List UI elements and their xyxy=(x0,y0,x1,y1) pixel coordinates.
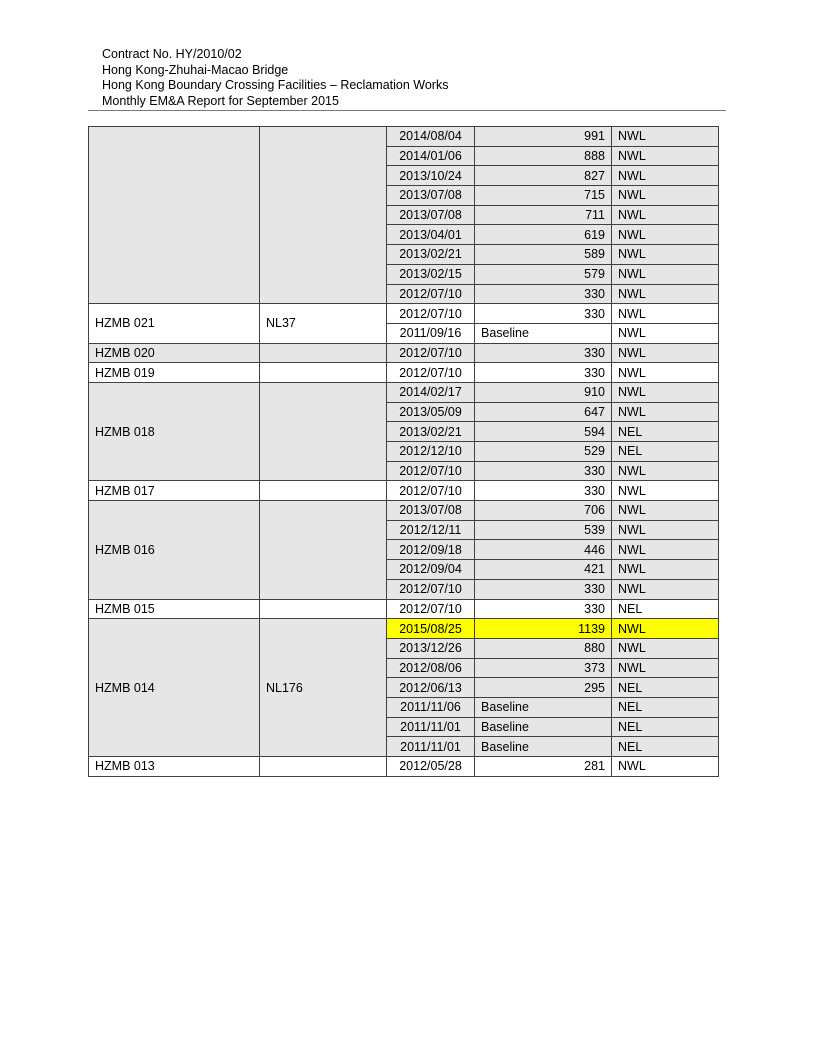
date-cell: 2012/06/13 xyxy=(387,678,475,698)
date-cell: 2013/05/09 xyxy=(387,402,475,422)
date-cell: 2014/08/04 xyxy=(387,127,475,147)
table-row xyxy=(89,599,719,619)
value-cell: 589 xyxy=(475,245,612,265)
value-cell: 330 xyxy=(475,481,612,501)
location-code-cell: NWL xyxy=(612,658,719,678)
location-code-cell: NEL xyxy=(612,717,719,737)
date-cell: 2011/11/06 xyxy=(387,697,475,717)
value-cell: 330 xyxy=(475,579,612,599)
location-code-cell: NWL xyxy=(612,757,719,777)
date-cell: 2012/07/10 xyxy=(387,363,475,383)
page-header xyxy=(102,47,726,109)
value-cell: 446 xyxy=(475,540,612,560)
date-cell: 2012/07/10 xyxy=(387,481,475,501)
location-code-cell: NWL xyxy=(612,245,719,265)
value-cell: 579 xyxy=(475,264,612,284)
location-code-cell: NWL xyxy=(612,540,719,560)
value-cell: 991 xyxy=(475,127,612,147)
baseline-cell: Baseline xyxy=(475,717,612,737)
value-cell: 715 xyxy=(475,186,612,206)
station-id-cell: HZMB 021 xyxy=(89,304,260,343)
value-cell: 888 xyxy=(475,146,612,166)
baseline-cell: Baseline xyxy=(475,697,612,717)
value-cell: 295 xyxy=(475,678,612,698)
location-code-cell: NWL xyxy=(612,579,719,599)
value-cell: 619 xyxy=(475,225,612,245)
reference-cell xyxy=(260,481,387,501)
value-cell: 647 xyxy=(475,402,612,422)
reference-cell: NL176 xyxy=(260,619,387,757)
location-code-cell: NWL xyxy=(612,481,719,501)
facility-name: Hong Kong Boundary Crossing Facilities – Reclamation Works xyxy=(102,78,449,92)
date-cell: 2011/11/01 xyxy=(387,737,475,757)
location-code-cell: NWL xyxy=(612,520,719,540)
station-id-cell: HZMB 018 xyxy=(89,382,260,480)
table-row xyxy=(89,304,719,324)
header-divider xyxy=(88,110,726,111)
date-cell: 2013/02/21 xyxy=(387,245,475,265)
reference-cell xyxy=(260,382,387,480)
date-cell: 2012/08/06 xyxy=(387,658,475,678)
contract-number: Contract No. HY/2010/02 xyxy=(102,47,242,61)
date-cell: 2012/07/10 xyxy=(387,599,475,619)
value-cell: 330 xyxy=(475,363,612,383)
value-cell: 421 xyxy=(475,560,612,580)
date-cell: 2012/05/28 xyxy=(387,757,475,777)
station-id-cell: HZMB 016 xyxy=(89,501,260,599)
location-code-cell: NWL xyxy=(612,284,719,304)
reference-cell xyxy=(260,501,387,599)
date-cell: 2014/02/17 xyxy=(387,382,475,402)
date-cell: 2013/04/01 xyxy=(387,225,475,245)
table-row xyxy=(89,501,719,521)
reference-cell xyxy=(260,757,387,777)
location-code-cell: NWL xyxy=(612,382,719,402)
value-cell: 880 xyxy=(475,638,612,658)
table-row xyxy=(89,619,719,639)
date-cell: 2012/07/10 xyxy=(387,461,475,481)
value-cell: 539 xyxy=(475,520,612,540)
value-cell: 330 xyxy=(475,461,612,481)
value-cell: 281 xyxy=(475,757,612,777)
location-code-cell: NWL xyxy=(612,461,719,481)
location-code-cell: NWL xyxy=(612,264,719,284)
value-cell: 529 xyxy=(475,442,612,462)
date-cell: 2013/07/08 xyxy=(387,205,475,225)
reference-cell xyxy=(260,127,387,304)
baseline-cell: Baseline xyxy=(475,737,612,757)
location-code-cell: NWL xyxy=(612,363,719,383)
reference-cell xyxy=(260,363,387,383)
location-code-cell: NWL xyxy=(612,205,719,225)
location-code-cell: NWL xyxy=(612,304,719,324)
date-cell: 2012/12/10 xyxy=(387,442,475,462)
value-cell: 706 xyxy=(475,501,612,521)
date-cell: 2012/09/18 xyxy=(387,540,475,560)
table-row xyxy=(89,363,719,383)
location-code-cell: NEL xyxy=(612,422,719,442)
value-cell: 1139 xyxy=(475,619,612,639)
date-cell: 2015/08/25 xyxy=(387,619,475,639)
date-cell: 2013/12/26 xyxy=(387,638,475,658)
table-row xyxy=(89,757,719,777)
date-cell: 2012/12/11 xyxy=(387,520,475,540)
value-cell: 910 xyxy=(475,382,612,402)
value-cell: 373 xyxy=(475,658,612,678)
station-id-cell: HZMB 017 xyxy=(89,481,260,501)
location-code-cell: NWL xyxy=(612,343,719,363)
baseline-cell: Baseline xyxy=(475,323,612,343)
table-row xyxy=(89,343,719,363)
location-code-cell: NWL xyxy=(612,127,719,147)
date-cell: 2011/09/16 xyxy=(387,323,475,343)
date-cell: 2013/02/21 xyxy=(387,422,475,442)
location-code-cell: NWL xyxy=(612,225,719,245)
location-code-cell: NWL xyxy=(612,619,719,639)
date-cell: 2013/10/24 xyxy=(387,166,475,186)
location-code-cell: NWL xyxy=(612,638,719,658)
station-id-cell: HZMB 013 xyxy=(89,757,260,777)
location-code-cell: NEL xyxy=(612,697,719,717)
date-cell: 2012/07/10 xyxy=(387,284,475,304)
table-body xyxy=(89,127,719,777)
value-cell: 827 xyxy=(475,166,612,186)
date-cell: 2012/07/10 xyxy=(387,579,475,599)
location-code-cell: NEL xyxy=(612,678,719,698)
location-code-cell: NWL xyxy=(612,501,719,521)
value-cell: 594 xyxy=(475,422,612,442)
table-row xyxy=(89,382,719,402)
project-name: Hong Kong-Zhuhai-Macao Bridge xyxy=(102,62,289,77)
station-id-cell: HZMB 020 xyxy=(89,343,260,363)
date-cell: 2012/07/10 xyxy=(387,304,475,324)
date-cell: 2013/07/08 xyxy=(387,501,475,521)
reference-cell xyxy=(260,343,387,363)
date-cell: 2011/11/01 xyxy=(387,717,475,737)
reference-cell xyxy=(260,599,387,619)
station-id-cell xyxy=(89,127,260,304)
date-cell: 2012/09/04 xyxy=(387,560,475,580)
location-code-cell: NEL xyxy=(612,737,719,757)
table-row xyxy=(89,127,719,147)
location-code-cell: NWL xyxy=(612,186,719,206)
location-code-cell: NWL xyxy=(612,560,719,580)
station-id-cell: HZMB 019 xyxy=(89,363,260,383)
location-code-cell: NWL xyxy=(612,323,719,343)
report-title: Monthly EM&A Report for September 2015 xyxy=(102,93,339,108)
reference-cell: NL37 xyxy=(260,304,387,343)
location-code-cell: NWL xyxy=(612,166,719,186)
location-code-cell: NWL xyxy=(612,402,719,422)
monitoring-table xyxy=(88,126,719,777)
station-id-cell: HZMB 014 xyxy=(89,619,260,757)
station-id-cell: HZMB 015 xyxy=(89,599,260,619)
value-cell: 330 xyxy=(475,599,612,619)
value-cell: 330 xyxy=(475,343,612,363)
date-cell: 2013/02/15 xyxy=(387,264,475,284)
table-row xyxy=(89,481,719,501)
location-code-cell: NWL xyxy=(612,146,719,166)
value-cell: 330 xyxy=(475,304,612,324)
date-cell: 2014/01/06 xyxy=(387,146,475,166)
value-cell: 711 xyxy=(475,205,612,225)
date-cell: 2013/07/08 xyxy=(387,186,475,206)
value-cell: 330 xyxy=(475,284,612,304)
location-code-cell: NEL xyxy=(612,442,719,462)
date-cell: 2012/07/10 xyxy=(387,343,475,363)
location-code-cell: NEL xyxy=(612,599,719,619)
